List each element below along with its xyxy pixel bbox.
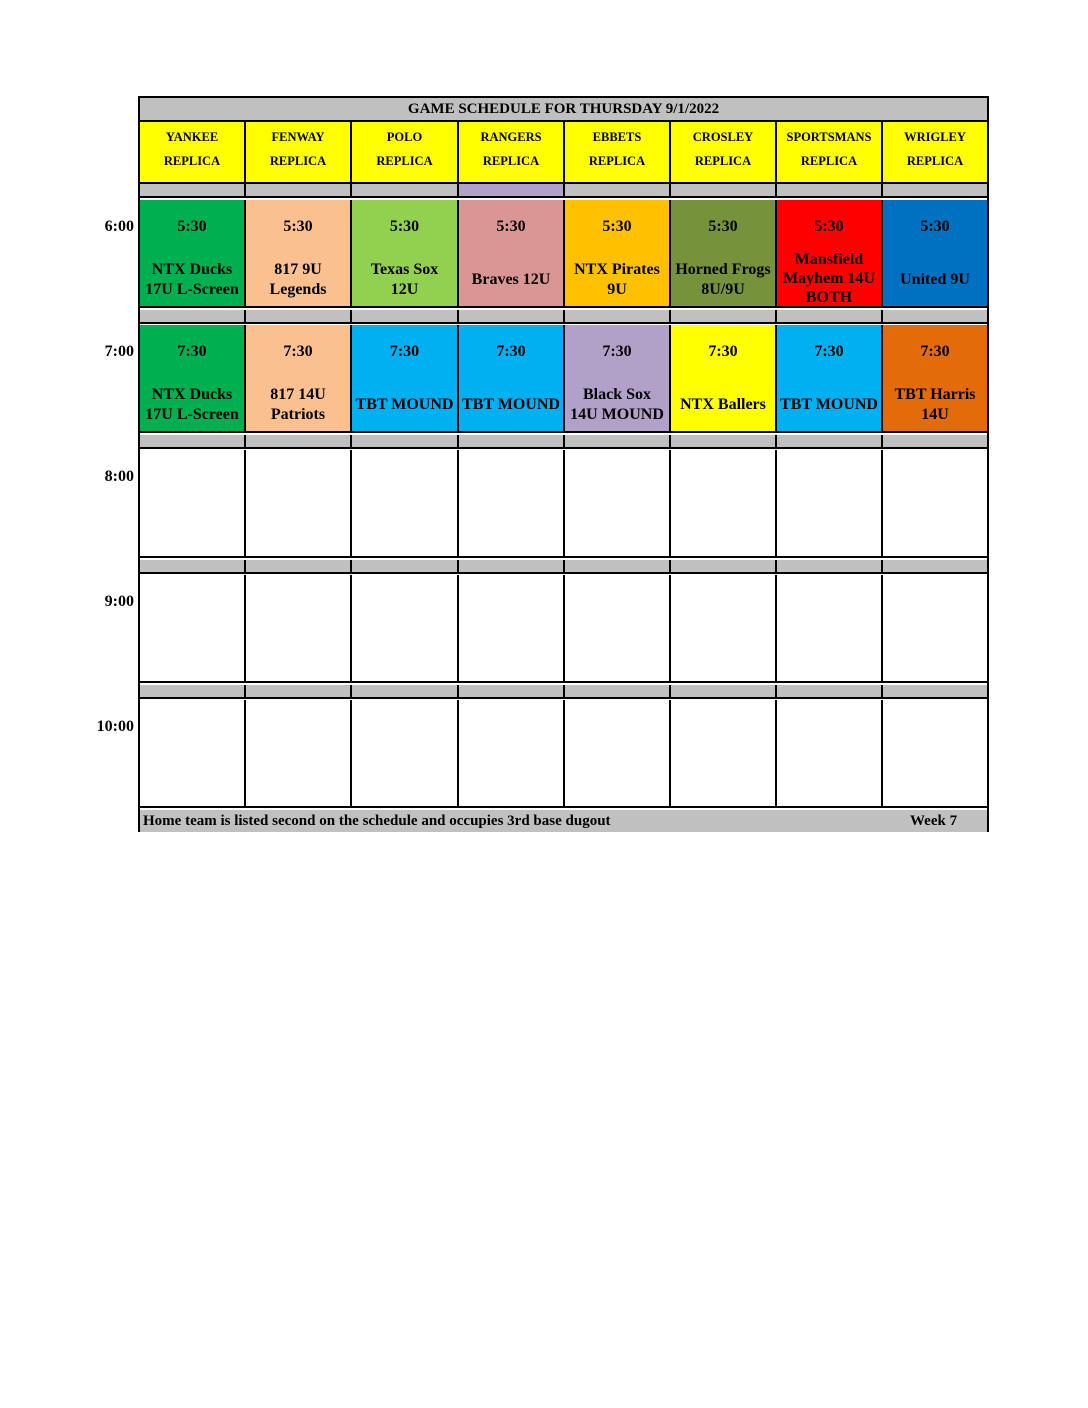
field-header-fenway: [246, 122, 352, 184]
row-separator: [352, 310, 459, 324]
team-name: NTX Ducks 17U L-Screen: [145, 261, 239, 298]
team-name: [565, 754, 669, 806]
field-name: YANKEE: [165, 130, 219, 144]
team-name: [671, 504, 775, 556]
game-slot: [777, 700, 883, 808]
row-separator: [565, 435, 671, 449]
game-start-time: 5:30: [283, 218, 313, 235]
team-name: [565, 504, 669, 556]
row-separator: [883, 685, 987, 699]
row-separator: [777, 560, 883, 574]
field-header-yankee: [140, 122, 246, 184]
game-start-time: 5:30: [389, 218, 420, 235]
game-slot: [352, 700, 459, 808]
row-separator: [352, 560, 459, 574]
team-name: [352, 629, 457, 681]
field-subtitle: REPLICA: [376, 154, 433, 168]
field-name: RANGERS: [480, 130, 542, 144]
field-name: WRIGLEY: [904, 130, 966, 144]
team-name: [671, 629, 775, 681]
game-slot: [883, 575, 987, 683]
game-start-time: 5:30: [177, 218, 207, 235]
team-name: [246, 754, 350, 806]
schedule-table: [138, 96, 989, 832]
row-separator: [565, 184, 671, 198]
game-start-time: 5:30: [708, 218, 738, 235]
row-separator: [777, 310, 883, 324]
game-start-time: 5:30: [814, 218, 844, 235]
schedule-title: GAME SCHEDULE FOR THURSDAY 9/1/2022: [140, 98, 987, 122]
row-separator: [671, 435, 777, 449]
game-slot: [246, 575, 352, 683]
game-start-time: 7:30: [708, 343, 738, 360]
field-subtitle: REPLICA: [482, 154, 540, 168]
row-separator: [246, 435, 352, 449]
field-name: SPORTSMANS: [786, 130, 872, 144]
team-name: [246, 504, 350, 556]
row-separator: [352, 435, 459, 449]
game-slot: [883, 450, 987, 558]
field-header-polo: [352, 122, 459, 184]
row-separator: [140, 560, 246, 574]
row-separator: [883, 310, 987, 324]
row-separator: [883, 560, 987, 574]
row-separator: [883, 435, 987, 449]
game-slot: [883, 200, 987, 308]
game-slot: [140, 700, 246, 808]
game-slot: [671, 200, 777, 308]
team-name: [883, 504, 987, 556]
game-start-time: 7:30: [389, 343, 420, 360]
game-slot: [352, 450, 459, 558]
field-subtitle: REPLICA: [694, 154, 752, 168]
row-separator: [140, 435, 246, 449]
game-start-time: 7:30: [920, 343, 950, 360]
team-name: [140, 754, 244, 806]
game-slot: [671, 325, 777, 433]
row-separator: [459, 184, 565, 198]
schedule-footer: [140, 810, 987, 832]
game-slot: [883, 700, 987, 808]
field-subtitle: REPLICA: [906, 154, 964, 168]
field-subtitle: REPLICA: [588, 154, 646, 168]
row-separator: [671, 560, 777, 574]
row-separator: [140, 184, 246, 198]
team-name: TBT MOUND: [462, 396, 560, 413]
game-start-time: 7:30: [602, 343, 632, 360]
time-label: 9:00: [104, 593, 134, 610]
game-slot: [246, 700, 352, 808]
game-start-time: 7:30: [177, 343, 207, 360]
row-separator: [352, 685, 459, 699]
team-name: [352, 504, 457, 556]
game-slot: [246, 200, 352, 308]
team-name: [777, 629, 881, 681]
row-separator: [883, 184, 987, 198]
team-name: Black Sox 14U MOUND: [570, 386, 664, 423]
game-start-time: 7:30: [814, 343, 844, 360]
team-name: [777, 754, 881, 806]
row-separator: [459, 685, 565, 699]
team-name: [777, 504, 881, 556]
game-slot: [140, 575, 246, 683]
game-slot: [777, 325, 883, 433]
game-slot: [352, 325, 459, 433]
team-name: NTX Ducks 17U L-Screen: [145, 386, 239, 423]
game-slot: [565, 200, 671, 308]
row-separator: [246, 310, 352, 324]
game-slot: [459, 200, 565, 308]
game-slot: [352, 575, 459, 683]
game-slot: [352, 200, 459, 308]
row-separator: [565, 685, 671, 699]
team-name: [140, 629, 244, 681]
field-subtitle: REPLICA: [269, 154, 327, 168]
home-team-note: Home team is listed second on the schedule and occupies 3rd base dugout: [143, 813, 611, 829]
field-name: EBBETS: [592, 130, 642, 144]
team-name: [140, 504, 244, 556]
row-separator: [246, 560, 352, 574]
row-separator: [565, 560, 671, 574]
game-slot: [459, 700, 565, 808]
row-separator: [140, 685, 246, 699]
row-separator: [671, 310, 777, 324]
game-start-time: 5:30: [496, 218, 526, 235]
game-slot: [459, 325, 565, 433]
row-separator: [459, 560, 565, 574]
game-start-time: 7:30: [283, 343, 313, 360]
game-start-time: 5:30: [920, 218, 950, 235]
time-label: 10:00: [96, 718, 134, 735]
game-slot: [565, 700, 671, 808]
field-subtitle: REPLICA: [163, 154, 221, 168]
team-name: Braves 12U: [471, 271, 551, 288]
game-slot: [246, 450, 352, 558]
time-label: 7:00: [104, 343, 134, 360]
game-slot: [140, 450, 246, 558]
row-separator: [459, 310, 565, 324]
team-name: [459, 504, 563, 556]
time-label: 6:00: [104, 218, 134, 235]
team-name: [565, 629, 669, 681]
time-label: 8:00: [104, 468, 134, 485]
row-separator: [140, 310, 246, 324]
game-slot: [140, 325, 246, 433]
team-name: [671, 754, 775, 806]
row-separator: [246, 184, 352, 198]
row-separator: [459, 435, 565, 449]
game-slot: [459, 575, 565, 683]
team-name: NTX Ballers: [680, 396, 766, 413]
team-name: United 9U: [900, 271, 970, 288]
team-name: Horned Frogs 8U/9U: [675, 261, 771, 298]
field-header-crosley: [671, 122, 777, 184]
field-header-ebbets: [565, 122, 671, 184]
game-slot: [565, 575, 671, 683]
game-slot: [777, 450, 883, 558]
row-separator: [777, 435, 883, 449]
team-name: Mansfield Mayhem 14U BOTH: [783, 251, 875, 306]
game-slot: [883, 325, 987, 433]
game-slot: [671, 575, 777, 683]
game-slot: [459, 450, 565, 558]
team-name: TBT MOUND: [780, 396, 878, 413]
game-start-time: 5:30: [602, 218, 632, 235]
team-name: Texas Sox 12U: [370, 261, 439, 298]
field-header-sportsmans: [777, 122, 883, 184]
team-name: TBT Harris 14U: [894, 386, 976, 423]
row-separator: [777, 685, 883, 699]
row-separator: [565, 310, 671, 324]
game-slot: [777, 200, 883, 308]
team-name: [883, 754, 987, 806]
field-header-wrigley: [883, 122, 987, 184]
team-name: 817 9U Legends: [269, 261, 327, 298]
game-start-time: 7:30: [496, 343, 526, 360]
field-name: FENWAY: [271, 130, 325, 144]
field-subtitle: REPLICA: [800, 154, 858, 168]
team-name: TBT MOUND: [355, 396, 454, 413]
game-slot: [140, 200, 246, 308]
game-slot: [777, 575, 883, 683]
game-slot: [565, 325, 671, 433]
row-separator: [671, 685, 777, 699]
team-name: [883, 629, 987, 681]
game-slot: [671, 700, 777, 808]
row-separator: [777, 184, 883, 198]
team-name: [246, 629, 350, 681]
row-separator: [671, 184, 777, 198]
row-separator: [246, 685, 352, 699]
field-name: CROSLEY: [692, 130, 754, 144]
week-label: Week 7: [910, 813, 958, 829]
game-slot: [565, 450, 671, 558]
field-header-rangers: [459, 122, 565, 184]
game-slot: [671, 450, 777, 558]
team-name: NTX Pirates 9U: [574, 261, 660, 298]
team-name: [352, 754, 457, 806]
row-separator: [352, 184, 459, 198]
field-name: POLO: [386, 130, 423, 144]
team-name: [459, 629, 563, 681]
team-name: 817 14U Patriots: [270, 386, 326, 423]
game-slot: [246, 325, 352, 433]
team-name: [459, 754, 563, 806]
